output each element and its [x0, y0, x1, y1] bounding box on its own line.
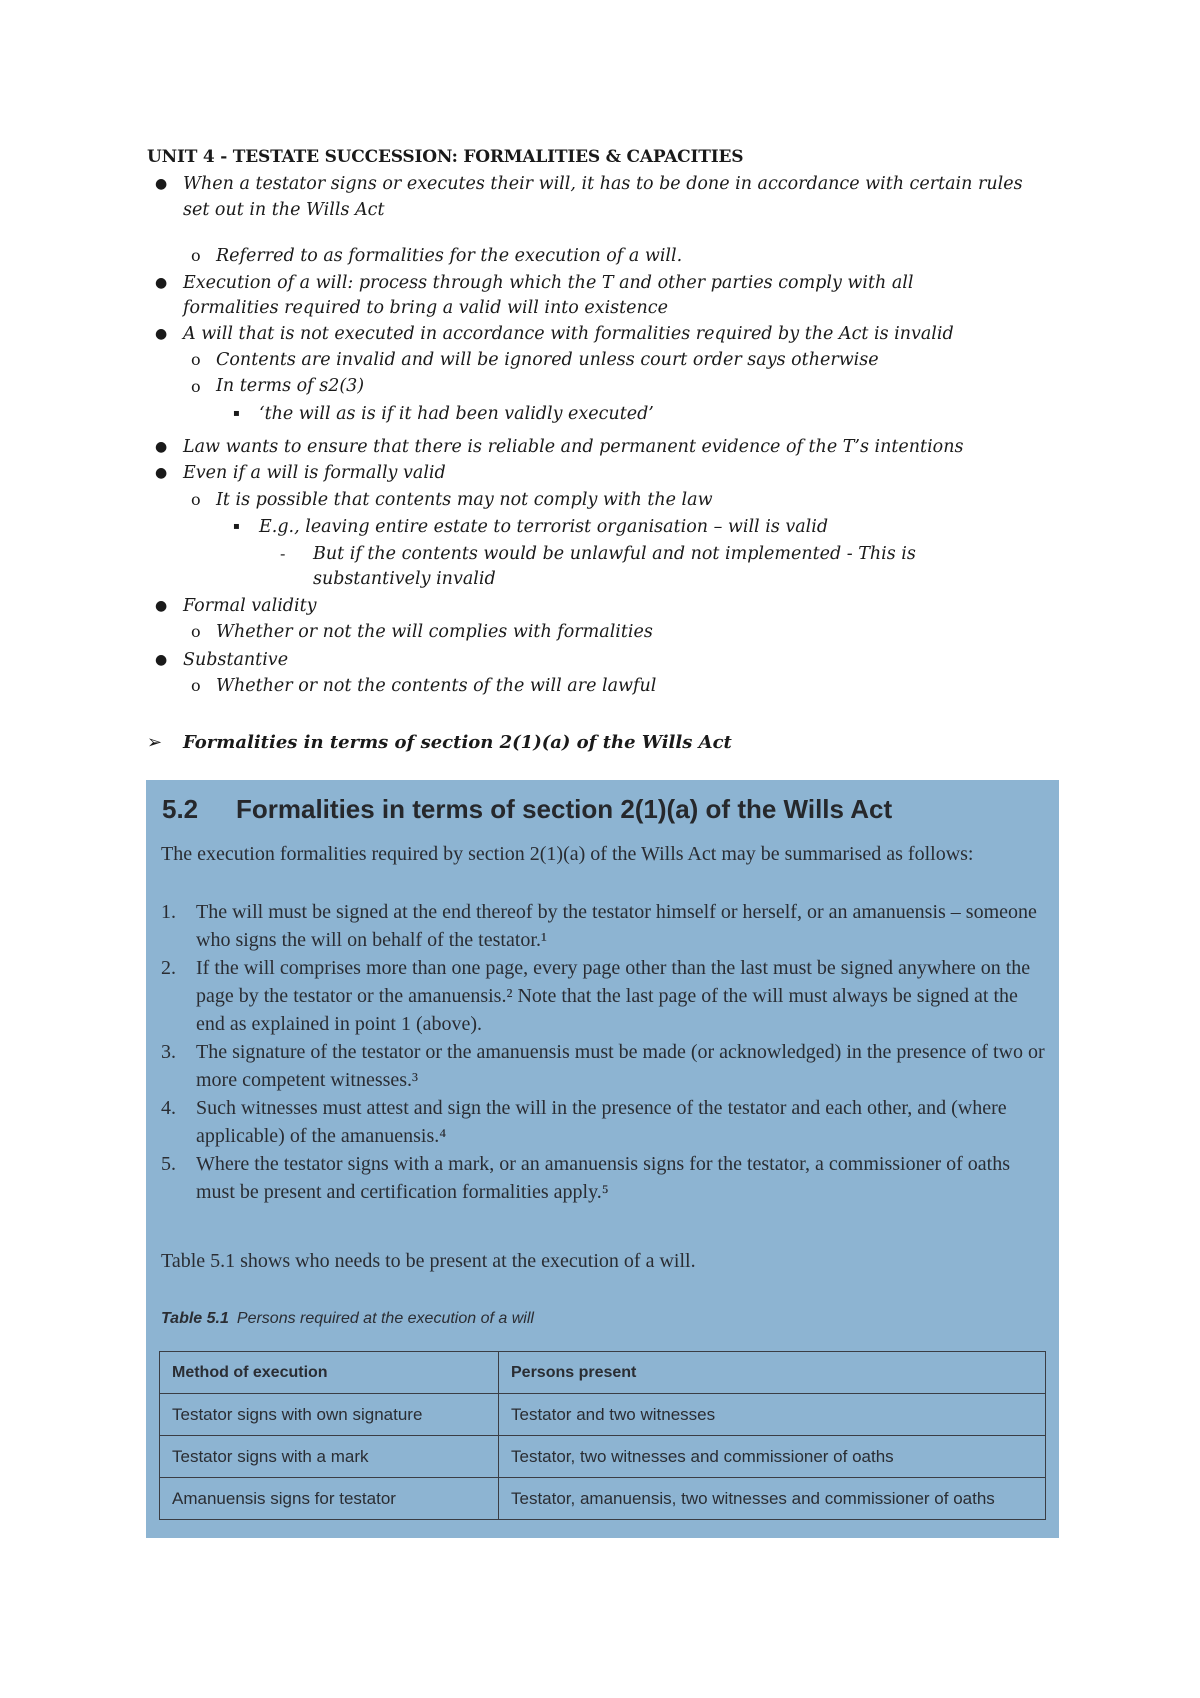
- item-text: The will must be signed at the end thereof by the testator himself or herself, or an amanuensis – someone who signs the will on behalf of the testator.¹: [196, 901, 1037, 951]
- table-row: [160, 1478, 1046, 1520]
- column-header: Method of execution: [160, 1352, 499, 1394]
- arrow-bullet-icon: ➢: [147, 732, 163, 753]
- note-line: Execution of a will: process through which the T and other parties comply with all: [183, 273, 914, 293]
- bullet-icon: ●: [155, 598, 168, 614]
- list-item: [161, 1150, 1051, 1206]
- section-heading: Formalities in terms of section 2(1)(a) of the Wills Act: [183, 732, 732, 753]
- item-number: 4.: [161, 1097, 176, 1119]
- formalities-list: [161, 898, 1051, 1206]
- dash-bullet-icon: -: [280, 544, 286, 563]
- persons-table: [159, 1351, 1046, 1520]
- note-line: ‘the will as is if it had been validly executed’: [259, 404, 654, 424]
- excerpt-heading: [162, 794, 892, 825]
- item-text: Such witnesses must attest and sign the will in the presence of the testator and each other, and (where applicable) of the amanuensis.⁴: [196, 1097, 1007, 1147]
- list-item: [161, 1038, 1051, 1094]
- square-bullet-icon: ▪: [233, 521, 240, 532]
- bullet-icon: ●: [155, 176, 168, 192]
- note-line: formalities required to bring a valid will into existence: [183, 298, 668, 318]
- note-line: Whether or not the will complies with formalities: [216, 622, 653, 642]
- note-line: Law wants to ensure that there is reliable and permanent evidence of the T’s intentions: [183, 437, 964, 457]
- table-caption-text: Persons required at the execution of a will: [236, 1310, 534, 1327]
- bullet-icon: ●: [155, 652, 168, 668]
- excerpt-intro: The execution formalities required by section 2(1)(a) of the Wills Act may be summarised as follows:: [161, 843, 974, 865]
- table-cell: Testator and two witnesses: [499, 1394, 1046, 1436]
- table-header-row: [160, 1352, 1046, 1394]
- bullet-icon: ●: [155, 275, 168, 291]
- item-number: 2.: [161, 957, 176, 979]
- table-cell: Amanuensis signs for testator: [160, 1478, 499, 1520]
- table-reference: Table 5.1 shows who needs to be present at the execution of a will.: [161, 1250, 696, 1272]
- note-line: Whether or not the contents of the will are lawful: [216, 676, 657, 696]
- item-number: 5.: [161, 1153, 176, 1175]
- list-item: [161, 1094, 1051, 1150]
- note-line: substantively invalid: [313, 569, 496, 589]
- item-number: 3.: [161, 1041, 176, 1063]
- circle-bullet-icon: o: [191, 490, 201, 509]
- circle-bullet-icon: o: [191, 377, 201, 396]
- note-line: Contents are invalid and will be ignored unless court order says otherwise: [216, 350, 879, 370]
- item-text: If the will comprises more than one page, every page other than the last must be signed anywhere on the page by the testator or the amanuensis.² Note that the last page of the will must always be signed at the end as explained in point 1 (above).: [196, 957, 1031, 1035]
- note-line: A will that is not executed in accordance with formalities required by the Act is invalid: [183, 324, 954, 344]
- item-text: The signature of the testator or the amanuensis must be made (or acknowledged) in the presence of two or more competent witnesses.³: [196, 1041, 1045, 1091]
- bullet-icon: ●: [155, 439, 168, 455]
- note-line: In terms of s2(3): [216, 376, 365, 396]
- note-line: Even if a will is formally valid: [183, 463, 446, 483]
- table-label: Table 5.1: [161, 1310, 229, 1327]
- note-line: set out in the Wills Act: [183, 200, 385, 220]
- circle-bullet-icon: o: [191, 246, 201, 265]
- table-cell: Testator, two witnesses and commissioner of oaths: [499, 1436, 1046, 1478]
- note-line: Formal validity: [183, 596, 317, 616]
- square-bullet-icon: ▪: [233, 408, 240, 419]
- item-text: Where the testator signs with a mark, or an amanuensis signs for the testator, a commissioner of oaths must be present and certification formalities apply.⁵: [196, 1153, 1010, 1203]
- note-line: Referred to as formalities for the execution of a will.: [216, 246, 683, 266]
- excerpt-heading-text: Formalities in terms of section 2(1)(a) of the Wills Act: [236, 794, 893, 824]
- note-line: It is possible that contents may not comply with the law: [216, 490, 713, 510]
- note-line: But if the contents would be unlawful and not implemented - This is: [313, 544, 916, 564]
- bullet-icon: ●: [155, 465, 168, 481]
- column-header: Persons present: [499, 1352, 1046, 1394]
- circle-bullet-icon: o: [191, 622, 201, 641]
- bullet-icon: ●: [155, 326, 168, 342]
- item-number: 1.: [161, 901, 176, 923]
- excerpt-section-number: 5.2: [162, 794, 199, 824]
- table-cell: Testator, amanuensis, two witnesses and commissioner of oaths: [499, 1478, 1046, 1520]
- table-cell: Testator signs with a mark: [160, 1436, 499, 1478]
- circle-bullet-icon: o: [191, 676, 201, 695]
- table-row: [160, 1394, 1046, 1436]
- circle-bullet-icon: o: [191, 350, 201, 369]
- table-cell: Testator signs with own signature: [160, 1394, 499, 1436]
- table-row: [160, 1436, 1046, 1478]
- note-line: Substantive: [183, 650, 289, 670]
- table-caption: [161, 1310, 534, 1328]
- list-item: [161, 954, 1051, 1038]
- list-item: [161, 898, 1051, 954]
- note-line: When a testator signs or executes their will, it has to be done in accordance with certain rules: [183, 174, 1023, 194]
- textbook-excerpt: [146, 780, 1059, 1538]
- note-line: E.g., leaving entire estate to terrorist organisation – will is valid: [259, 517, 829, 537]
- page-title: UNIT 4 - TESTATE SUCCESSION: FORMALITIES & CAPACITIES: [147, 147, 744, 167]
